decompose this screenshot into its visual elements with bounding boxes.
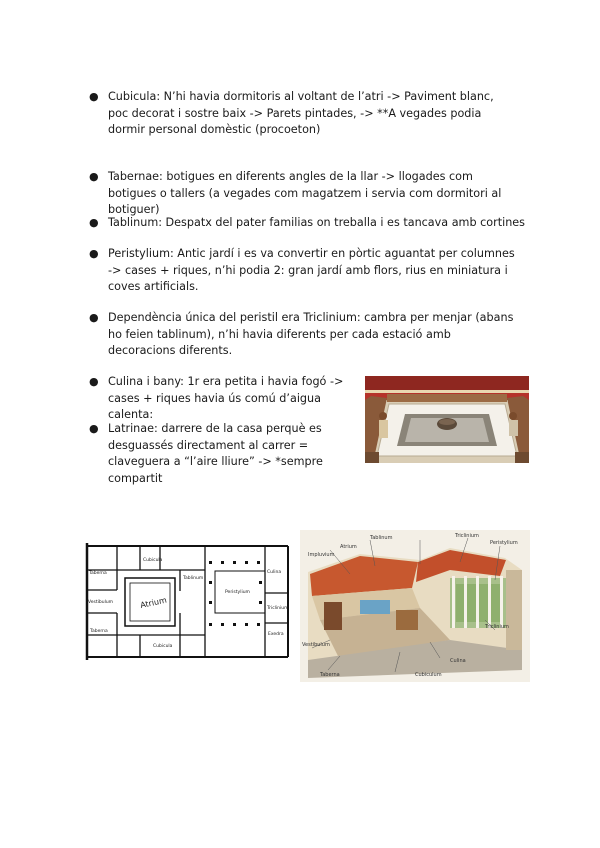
floor-plan-image: [85, 543, 290, 660]
house-label-taberna: Taberna: [320, 672, 340, 678]
plan-label-cubicula-bottom: Cubicula: [153, 644, 173, 649]
plan-label-triclinium: Triclinium: [267, 606, 289, 611]
bullet-text: Cubicula: N’hi havia dormitoris al voltant de l’atri -> Paviment blanc, poc decorat i sostre baix -> Parets pintades, -> **A vegades podia dormir personal domèstic (procoeton): [108, 90, 494, 136]
bullet-dot-icon: ●: [89, 375, 99, 388]
triclinium-illustration: [365, 376, 529, 463]
bullet-text: Peristylium: Antic jardí i es va convertir en pòrtic aguantat per columnes -> cases + riques, n’hi podia 2: gran jardí amb flors, rius en miniatura i coves artificials.: [108, 247, 515, 293]
bullet-dot-icon: ●: [89, 247, 99, 260]
bullet-text: Culina i bany: 1r era petita i havia fogó -> cases + riques havia ús comú d’aigua calenta:: [108, 375, 344, 421]
bullet-text: Tabernae: botigues en diferents angles de la llar -> llogades com botigues o tallers (a vegades com magatzem i servia com dormitori al botiguer): [108, 170, 502, 216]
house-label-peristylium: Peristylium: [490, 540, 518, 546]
plan-label-vestibulum: Vestibulum: [88, 600, 114, 605]
plan-label-atrium: Atrium: [139, 595, 168, 610]
bullet-dot-icon: ●: [89, 422, 99, 435]
triclinium-photo: [365, 376, 529, 463]
bullet-item-culina: [89, 374, 360, 424]
bullet-dot-icon: ●: [89, 170, 99, 183]
roman-house-illustration: [300, 530, 530, 682]
roman-house-cutaway-image: [300, 530, 530, 682]
plan-label-taberna-bottom: Taberna: [90, 629, 108, 634]
bullet-item-cubicula: [89, 89, 508, 139]
bullet-dot-icon: ●: [89, 311, 99, 324]
plan-label-exedra: Exedra: [268, 632, 284, 637]
bullet-dot-icon: ●: [89, 216, 99, 229]
house-label-tablinum: Tablinum: [370, 535, 393, 541]
plan-label-taberna-top: Taberna: [89, 571, 107, 576]
bullet-text: Latrinae: darrere de la casa perquè es desguassés directament al carrer = claveguera a “l’aire lliure” -> *sempre compartit: [108, 422, 323, 485]
house-label-vestibulum: Vestibulum: [302, 642, 330, 648]
house-label-atrium: Atrium: [340, 544, 357, 550]
plan-label-tablinum: Tablinum: [183, 576, 204, 581]
plan-label-peristylium: Peristylium: [225, 590, 250, 595]
bullet-item-tablinum: [89, 215, 528, 232]
bullet-item-peristylium: [89, 246, 520, 296]
bullet-text: Dependència única del peristil era Triclinium: cambra per menjar (abans ho feien tablinum), n’hi havia diferents per cada estació amb decoracions diferents.: [108, 311, 514, 357]
plan-label-cubicula: Cubicula: [143, 558, 163, 563]
house-label-triclinium-top: Triclinium: [455, 533, 479, 539]
bullet-text: Tablinum: Despatx del pater familias on treballa i es tancava amb cortines: [108, 216, 525, 229]
floor-plan-drawing: [85, 543, 290, 660]
bullet-item-tabernae: [89, 169, 523, 219]
bullet-dot-icon: ●: [89, 90, 99, 103]
house-label-culina: Culina: [450, 658, 466, 664]
bullet-item-triclinium: [89, 310, 520, 360]
house-label-triclinium-right: Triclinium: [485, 624, 509, 630]
house-label-impluvium: Impluvium: [308, 552, 335, 558]
bullet-item-latrinae: [89, 421, 348, 487]
plan-label-culina: Culina: [267, 570, 282, 575]
house-label-cubiculum: Cubiculum: [415, 672, 442, 678]
